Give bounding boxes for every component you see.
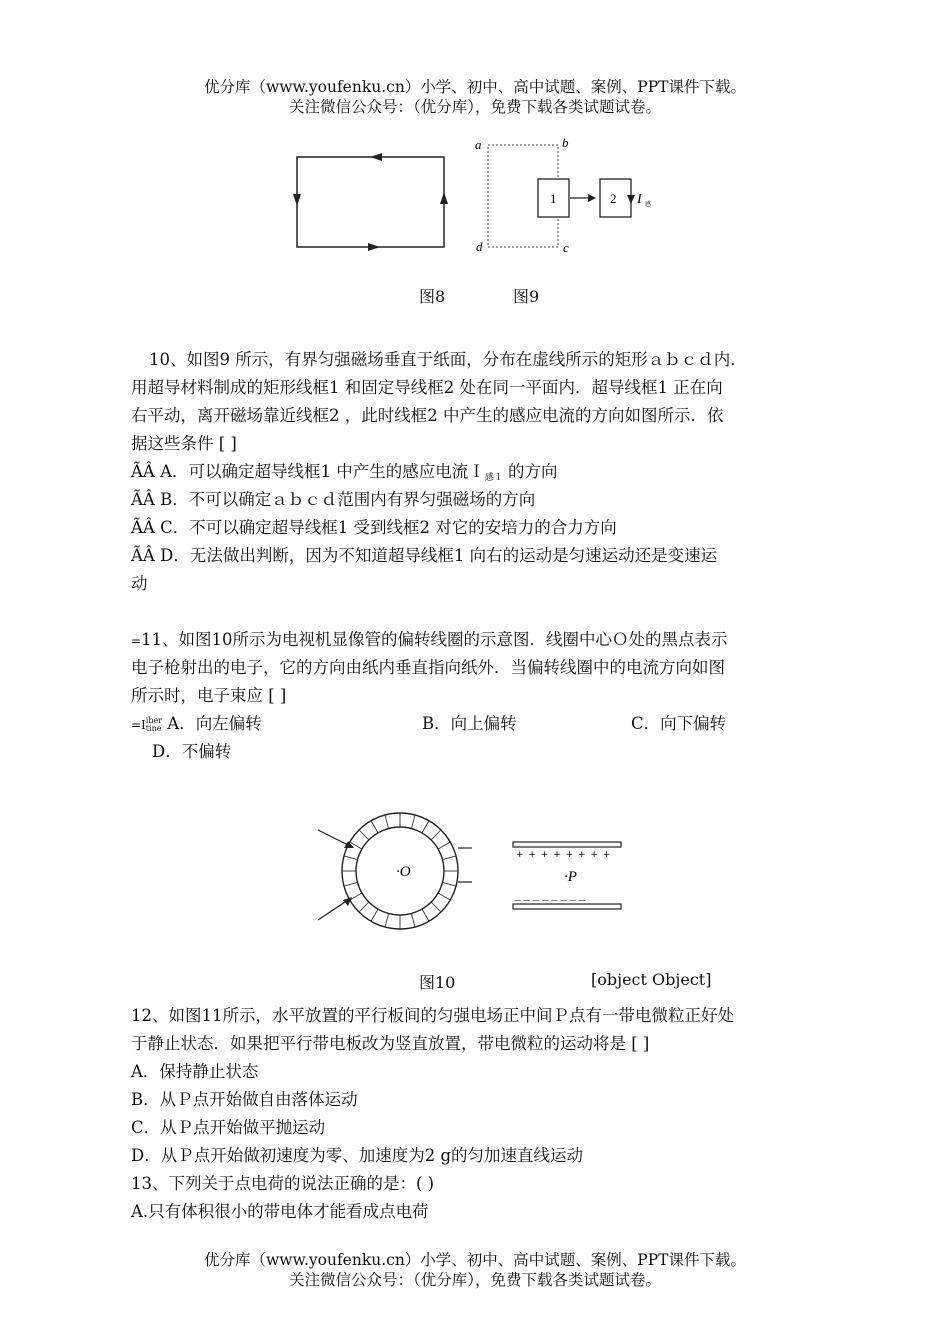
coil-winding [359, 902, 369, 912]
coil-winding [438, 842, 450, 849]
q11-option-a: A．向左偏转 [167, 714, 262, 733]
q12-option-d: D．从Ｐ点开始做初速度为零、加速度为2 g的匀加速直线运动 [131, 1146, 584, 1165]
coil-winding [371, 909, 378, 921]
coil-winding [344, 856, 358, 860]
q12-line-1: 12、如图11所示，水平放置的平行板间的匀强电场正中间Ｐ点有一带电微粒正好处 [131, 1006, 734, 1025]
coil-winding [371, 821, 378, 833]
footer-line-2: 关注微信公众号：（优分库），免费下载各类试题试卷。 [288, 1271, 661, 1289]
point-p-label: ·P [564, 869, 577, 885]
coil-winding [385, 815, 389, 829]
q13-option-a: A.只有体积很小的带电体才能看成点电荷 [131, 1202, 429, 1221]
figure-9-diagram [470, 133, 670, 258]
q13-line-1: 13、下列关于点电荷的说法正确的是：( ) [131, 1174, 435, 1193]
figure-8-caption: 图8 [419, 287, 446, 306]
coil-winding [422, 821, 429, 833]
option-mark: ÃÂ [131, 518, 155, 537]
q11-line-2: 电子枪射出的电子，它的方向由纸内垂直指向纸外．当偏转线圈中的电流方向如图 [131, 658, 725, 677]
q10-option-c: ÃÂ C．不可以确定超导线框1 受到线框2 对它的安培力的合力方向 [131, 518, 617, 537]
plus-charges: + + + + + + + + [516, 850, 612, 860]
coil-winding [443, 882, 457, 886]
figure-8-diagram [290, 148, 455, 253]
current-sub-label: 感 [645, 202, 652, 208]
coil-winding [344, 882, 358, 886]
current-label: I [637, 192, 642, 207]
coil-winding [438, 893, 450, 900]
q10-line-4: 据这些条件 [ ] [131, 434, 237, 453]
frame-1-label: 1 [550, 191, 557, 206]
frame-2-label: 2 [610, 191, 617, 206]
figure-11-caption: [object Object] [591, 970, 712, 989]
q10-option-d-cont: 动 [131, 574, 148, 593]
q12-option-a: A．保持静止状态 [131, 1062, 259, 1081]
coil-winding [411, 914, 415, 928]
option-mark: ÃÂ [131, 462, 155, 481]
coil-winding [443, 856, 457, 860]
figure-10-diagram [310, 808, 495, 938]
label-c: c [563, 240, 569, 255]
label-a: a [475, 137, 482, 152]
q10-option-d: ÃÂ D．无法做出判断，因为不知道超导线框1 向右的运动是匀速运动还是变速运 [131, 546, 718, 565]
q12-line-2: 于静止状态．如果把平行带电板改为竖直放置，带电微粒的运动将是 [ ] [131, 1034, 650, 1053]
q11-options-row: =Iiber tine A．向左偏转 [131, 714, 262, 733]
q10-line-2: 用超导材料制成的矩形线框1 和固定导线框2 处在同一平面内．超导线框1 正在向 [131, 378, 723, 397]
q11-line-1: =11、如图10所示为电视机显像管的偏转线圈的示意图．线圈中心Ｏ处的黑点表示 [131, 630, 728, 649]
figure-10-caption: 图10 [419, 973, 456, 992]
q11-option-c: C．向下偏转 [631, 714, 727, 733]
label-d: d [476, 239, 483, 254]
q10-option-b: ÃÂ B．不可以确定ａｂｃｄ范围内有界匀强磁场的方向 [131, 490, 536, 509]
figure-11-diagram [508, 836, 628, 916]
coil-winding [431, 830, 441, 840]
option-mark: ÃÂ [131, 546, 155, 565]
coil-winding [385, 914, 389, 928]
coil-winding [422, 909, 429, 921]
q11-option-b: B．向上偏转 [422, 714, 517, 733]
minus-charges: — — — — — — — — [514, 896, 586, 904]
q10-option-a: ÃÂ A．可以确定超导线框1 中产生的感应电流Ｉ$_{感1}$ 的方向 [131, 462, 558, 483]
figure-9-caption: 图9 [513, 287, 540, 306]
q10-line-1: 10、如图9 所示，有界匀强磁场垂直于纸面，分布在虚线所示的矩形ａｂｃｄ内． [149, 350, 747, 369]
footer-line-1: 优分库（www.youfenku.cn）小学、初中、高中试题、案例、PPT课件下载。 [203, 1251, 747, 1269]
q11-line-3: 所示时，电子束应 [ ] [131, 686, 287, 705]
option-mark: ÃÂ [131, 490, 155, 509]
header-line-1: 优分库（www.youfenku.cn）小学、初中、高中试题、案例、PPT课件下载。 [203, 78, 747, 96]
coil-winding [359, 830, 369, 840]
label-b: b [562, 135, 569, 150]
q11-option-d: D．不偏转 [152, 742, 232, 761]
coil-winding [350, 893, 362, 900]
q10-line-3: 右平动，离开磁场靠近线框2 ，此时线框2 中产生的感应电流的方向如图所示．依 [131, 406, 724, 425]
coil-winding [431, 902, 441, 912]
coil-winding [411, 815, 415, 829]
header-line-2: 关注微信公众号：（优分库），免费下载各类试题试卷。 [288, 98, 661, 116]
center-o-label: ·O [396, 864, 411, 880]
q12-option-c: C．从Ｐ点开始做平抛运动 [131, 1118, 326, 1137]
q12-option-b: B．从Ｐ点开始做自由落体运动 [131, 1090, 358, 1109]
